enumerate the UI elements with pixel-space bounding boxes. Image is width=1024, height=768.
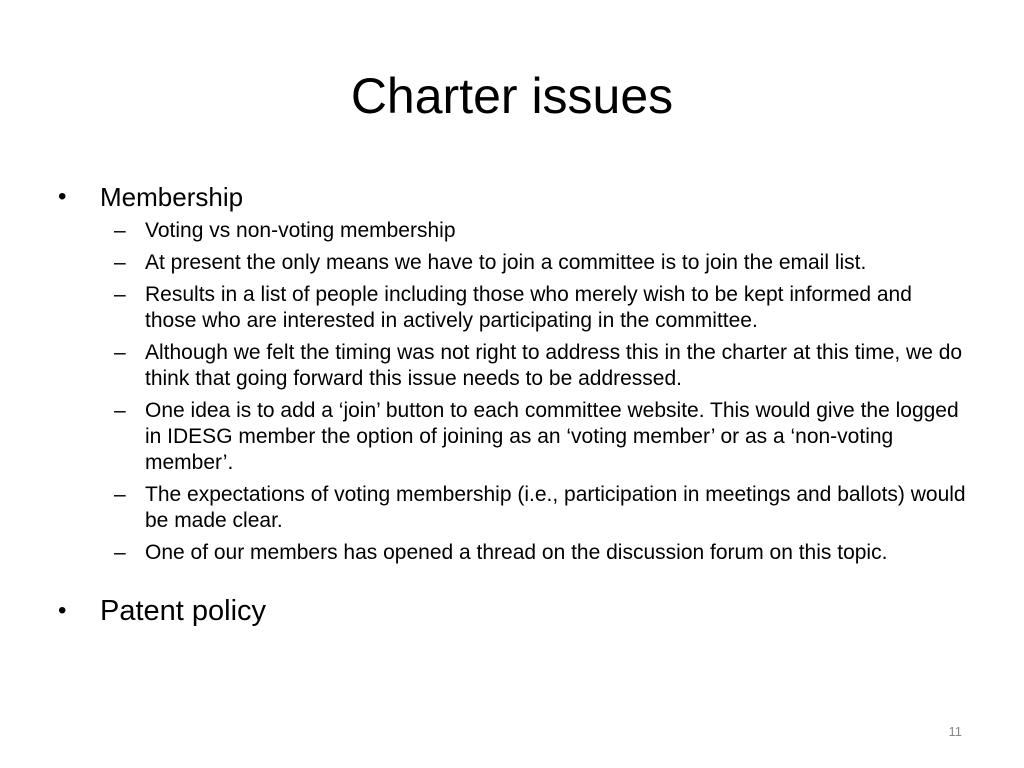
sub-bullet xyxy=(58,282,968,334)
sub-bullet xyxy=(58,340,968,392)
sub-bullet-text: One of our members has opened a thread on the discussion forum on this topic. xyxy=(145,541,888,564)
slide-title: Charter issues xyxy=(350,68,674,124)
membership-sublist xyxy=(58,218,968,566)
sub-bullet-text: Although we felt the timing was not right to address this in the charter at this time, we do think that going forward this issue needs to be addressed. xyxy=(145,341,963,390)
sub-bullet xyxy=(58,398,968,476)
sub-bullet-text: Results in a list of people including those who merely wish to be kept informed and those who are interested in actively participating in the committee. xyxy=(145,283,912,332)
dash-marker: – xyxy=(114,251,126,274)
sub-bullet xyxy=(58,482,968,534)
dash-marker: – xyxy=(114,483,126,506)
sub-bullet-text: The expectations of voting membership (i.e., participation in meetings and ballots) would be made clear. xyxy=(145,483,966,532)
bullet-text: Membership xyxy=(100,182,244,212)
sub-bullet xyxy=(58,250,968,276)
bullet-marker: • xyxy=(58,597,67,624)
slide-content xyxy=(58,180,968,630)
sub-bullet-text: One idea is to add a ‘join’ button to each committee website. This would give the logged in IDESG member the option of joining as an ‘voting member’ or as a ‘non-voting member’. xyxy=(145,399,959,474)
bullet-patent-policy xyxy=(58,592,968,630)
bullet-marker: • xyxy=(58,183,67,210)
sub-bullet xyxy=(58,218,968,244)
page-number: 11 xyxy=(948,724,962,739)
dash-marker: – xyxy=(114,399,126,422)
sub-bullet-text: At present the only means we have to join a committee is to join the email list. xyxy=(145,251,867,274)
dash-marker: – xyxy=(114,283,126,306)
bullet-text: Patent policy xyxy=(100,595,267,627)
sub-bullet xyxy=(58,540,968,566)
dash-marker: – xyxy=(114,541,126,564)
dash-marker: – xyxy=(114,219,126,242)
bullet-membership xyxy=(58,180,968,214)
sub-bullet-text: Voting vs non-voting membership xyxy=(145,219,456,242)
dash-marker: – xyxy=(114,341,126,364)
